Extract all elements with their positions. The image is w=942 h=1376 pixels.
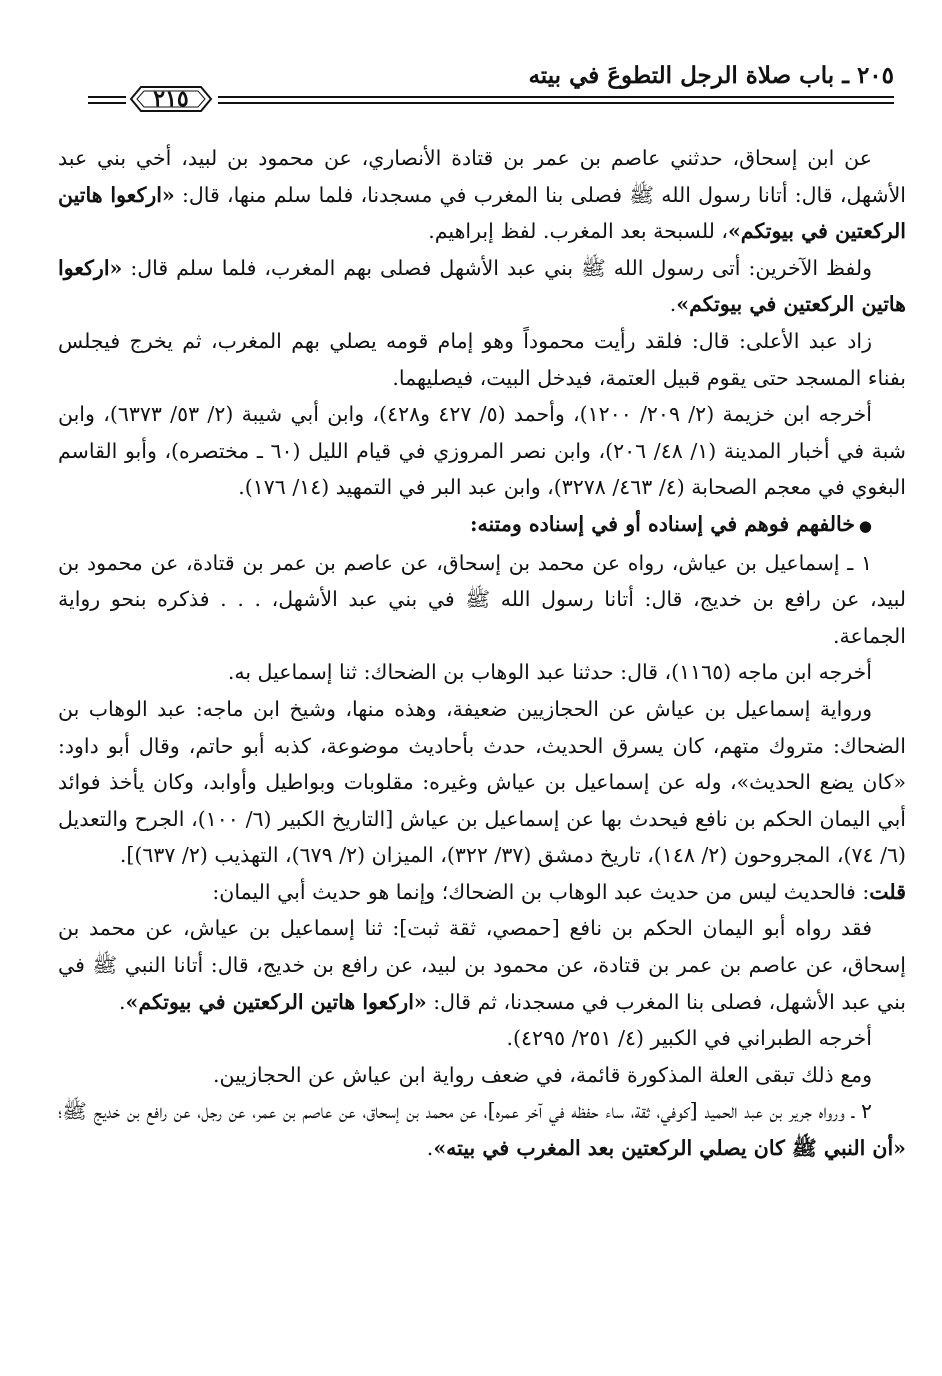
section-bullet-icon: ● [858,516,872,535]
page-body [58,140,906,1167]
body-paragraph [58,506,906,545]
text-segment: أخرجه ابن ماجه (١١٦٥)، قال: حدثنا عبد الوهاب بن الضحاك: ثنا إسماعيل به. [227,660,872,685]
header-rule [88,96,126,98]
text-segment: : فالحديث ليس من حديث عبد الوهاب بن الضحاك؛ وإنما هو حديث أبي اليمان: [212,879,870,904]
text-segment: ، للسبحة بعد المغرب. لفظ إبراهيم. [428,219,728,244]
text-segment: عن ابن إسحاق، حدثني عاصم بن عمر بن قتادة الأنصاري، عن محمود بن لبيد، أخي بني عبد الأشهل، قال: أتانا رسول الله ﷺ فصلى بنا المغرب في مسجدنا، فلما سلم منها، قال: [58,146,906,207]
text-segment: ولفظ الآخرين: أتى رسول الله ﷺ بني عبد الأشهل فصلى بهم المغرب، فلما سلم قال: [122,255,872,280]
chapter-title: ٢٠٥ ـ باب صلاة الرجل التطوعَ في بيته [528,62,894,89]
page-number-badge [128,84,214,114]
text-segment: . [119,989,126,1014]
body-paragraph [58,396,906,506]
body-paragraph [58,250,906,323]
page-number: ٢١٥ [153,86,189,112]
bold-text-segment: قلت [869,879,906,904]
body-paragraph [58,1020,906,1057]
text-segment: . [426,1136,434,1161]
bold-text-segment: خالفهم فوهم في إسناده أو في إسناده ومتنه: [469,511,855,536]
text-segment: زاد عبد الأعلى: قال: فلقد رأيت محموداً وهو إمام قومه يصلي بهم المغرب، ثم يخرج فيجلس بفناء المسجد حتى يقوم قبيل العتمة، فيدخل البيت، فيصليهما. [58,328,906,390]
header-rule [218,102,894,104]
bold-text-segment: «اركعوا هاتين الركعتين في بيوتكم» [58,182,906,244]
bold-text-segment: «اركعوا هاتين الركعتين في بيوتكم» [125,989,427,1014]
text-segment: ٢ ـ ورواه جرير بن عبد الحميد [كوفي، ثقة، ساء حفظه في آخر عمره]، عن محمد بن إسحاق، عن عاصم بن عمر، عن رجل، عن رافع بن خديج ﷺ؛ [58,1099,872,1124]
body-paragraph [58,545,906,655]
body-paragraph [58,874,906,911]
body-paragraph [58,691,906,874]
text-segment: فقد رواه أبو اليمان الحكم بن نافع [حمصي، ثقة ثبت]: ثنا إسماعيل بن عياش، عن محمد بن إسحاق، عن عاصم بن عمر بن قتادة، عن محمود بن لبيد، عن رافع بن خديج، قال: أتانا النبي ﷺ في بني عبد الأشهل، فصلى بنا المغرب في مسجدنا، ثم قال: [58,916,906,1014]
text-segment: ١ ـ إسماعيل بن عياش، رواه عن محمد بن إسحاق، عن عاصم بن عمر بن قتادة، عن محمود بن لبيد، عن رافع بن خديج، قال: أتانا رسول الله ﷺ في بني عبد الأشهل، . . . فذكره بنحو رواية الجماعة. [58,550,906,648]
bold-text-segment: «اركعوا هاتين الركعتين في بيوتكم» [58,255,906,317]
body-paragraph [58,323,906,396]
text-segment: أخرجه ابن خزيمة (٢/ ٢٠٩/ ١٢٠٠)، وأحمد (٥/ ٤٢٧ و٤٢٨)، وابن أبي شيبة (٢/ ٥٣/ ٦٣٧٣)، وابن شبة في أخبار المدينة (١/ ٤٨/ ٢٠٦)، وابن نصر المروزي في قيام الليل (٦٠ ـ مختصره)، وأبو القاسم البغوي في معجم الصحابة (٤/ ٤٦٣/ ٣٢٧٨)، وابن عبد البر في التمهيد (١٤/ ١٧٦). [58,402,906,500]
body-paragraph [58,1057,906,1094]
header-rule [88,102,126,104]
text-segment: ورواية إسماعيل بن عياش عن الحجازيين ضعيفة، وهذه منها، وشيخ ابن ماجه: عبد الوهاب بن الضحاك: متروك متهم، كان يسرق الحديث، حدث بأحاديث موضوعة، كذبه أبو حاتم، وقال أبو داود: «كان يضع الحديث»، وله عن إسماعيل بن عياش وغيره: مقلوبات وبواطيل وأوابد، وكان يأخذ فوائد أبي اليمان الحكم بن نافع فيحدث بها عن إسماعيل بن عياش [التاريخ الكبير (٦/ ١٠٠)، الجرح والتعديل (٦/ ٧٤)، المجروحون (٢/ ١٤٨)، تاريخ دمشق (٣٧/ ٣٢٢)، الميزان (٢/ ٦٧٩)، التهذيب (٢/ ٦٣٧)]. [58,696,906,868]
text-segment: . [669,292,677,317]
body-paragraph [58,1093,906,1166]
text-segment: ومع ذلك تبقى العلة المذكورة قائمة، في ضعف رواية ابن عياش عن الحجازيين. [212,1062,872,1087]
page-header [88,62,894,124]
bold-text-segment: «أن النبي ﷺ كان يصلي الركعتين بعد المغرب في بيته» [433,1136,906,1161]
body-paragraph [58,654,906,691]
header-rule [218,96,894,98]
body-paragraph [58,910,906,1020]
body-paragraph [58,140,906,250]
text-segment: أخرجه الطبراني في الكبير (٤/ ٢٥١/ ٤٢٩٥). [506,1026,872,1051]
